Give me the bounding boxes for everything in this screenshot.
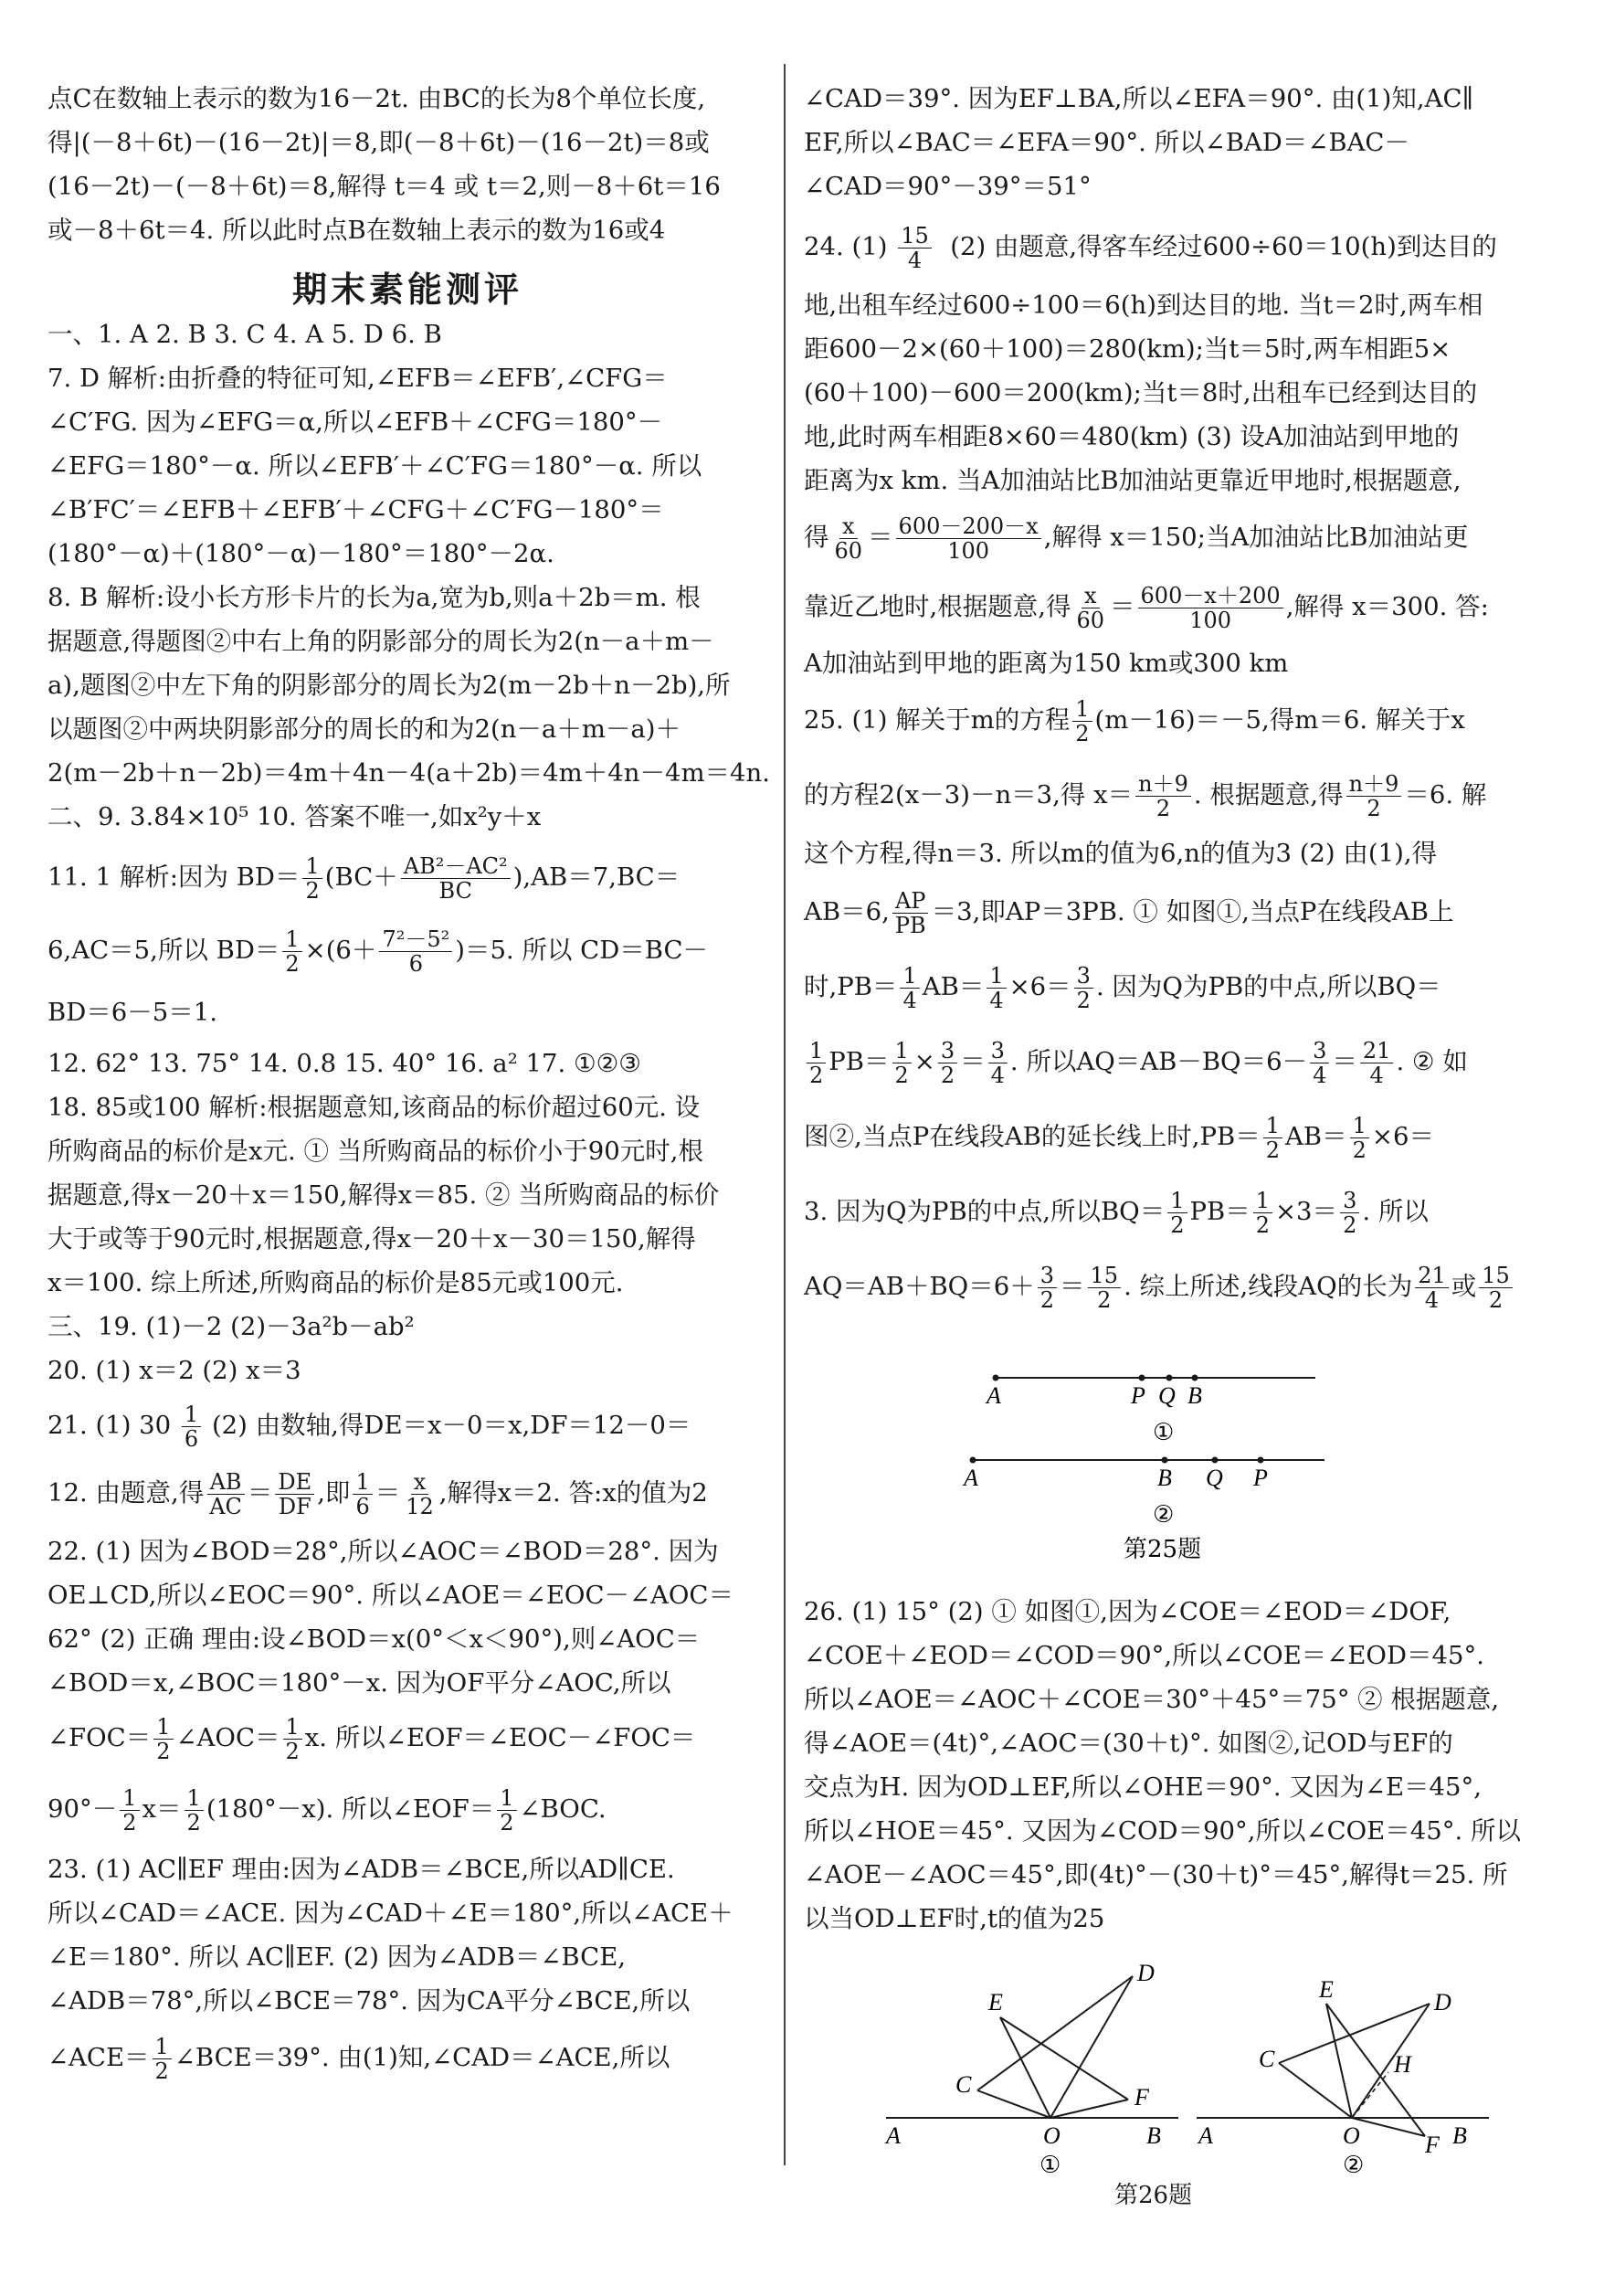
denominator: 2 xyxy=(1076,988,1091,1013)
numerator: n＋9 xyxy=(1346,772,1402,797)
figure-tag: ① xyxy=(1153,1419,1175,1446)
numerator: 1 xyxy=(283,1715,302,1740)
formula-line xyxy=(804,767,1553,822)
denominator: PB xyxy=(894,913,926,938)
formula-line xyxy=(804,219,1553,274)
numerator: 1 xyxy=(185,1786,204,1811)
text-run: 11. 1 解析:因为 BD＝ xyxy=(47,862,301,892)
denominator: 2 xyxy=(1039,1287,1055,1313)
text-line: 点C在数轴上表示的数为16－2t. 由BC的长为8个单位长度, xyxy=(47,84,706,113)
text-run: ＝6. 解 xyxy=(1404,780,1487,809)
fraction xyxy=(807,1039,826,1087)
numerator: 1 xyxy=(987,964,1006,989)
point-label: A xyxy=(1198,2122,1213,2149)
text-line: (60＋100)－600＝200(km);当t＝8时,出租车已经到达目的 xyxy=(804,378,1478,407)
fraction xyxy=(1038,1264,1057,1312)
fraction xyxy=(1135,772,1191,820)
fraction xyxy=(1253,1189,1272,1237)
fraction xyxy=(275,1470,314,1518)
text-run: 靠近乙地时,根据题意,得 xyxy=(804,592,1071,621)
denominator: 4 xyxy=(1313,1063,1327,1088)
figure-tag: ② xyxy=(1343,2152,1365,2179)
fraction xyxy=(403,1470,437,1518)
text-line: A加油站到甲地的距离为150 km或300 km xyxy=(804,649,1289,678)
ray-of xyxy=(1050,2100,1128,2118)
text-run: (2) 由题意,得客车经过600÷60＝10(h)到达目的 xyxy=(950,232,1497,261)
text-line: 据题意,得题图②中右上角的阴影部分的周长为2(n－a＋m－ xyxy=(47,627,714,656)
point-label: B xyxy=(1452,2122,1467,2149)
text-line: (180°－α)＋(180°－α)－180°＝180°－2α. xyxy=(47,539,554,568)
text-run: . 根据题意,得 xyxy=(1193,780,1344,809)
segment-oh xyxy=(1352,2072,1388,2118)
point-label: B xyxy=(1157,1465,1172,1491)
text-run: 时,PB＝ xyxy=(804,972,898,1001)
text-run: ＝ xyxy=(960,1047,986,1076)
numerator: 1 xyxy=(1167,1189,1187,1213)
ray-od xyxy=(1352,2004,1430,2118)
text-line: 得|(－8＋6t)－(16－2t)|＝8,即(－8＋6t)－(16－2t)＝8或 xyxy=(47,128,710,157)
text-line: 8. B 解析:设小长方形卡片的长为a,宽为b,则a＋2b＝m. 根 xyxy=(47,583,701,612)
fraction xyxy=(182,1402,201,1451)
fraction xyxy=(1479,1264,1513,1312)
fraction xyxy=(153,1715,173,1763)
point-label: A xyxy=(964,1465,978,1491)
text-line: ∠B′FC′＝∠EFB＋∠EFB′＋∠CFG＋∠C′FG－180°＝ xyxy=(47,495,664,524)
formula-line xyxy=(804,1034,1553,1089)
denominator: 100 xyxy=(947,538,990,564)
numerator: 1 xyxy=(1253,1189,1272,1213)
denominator: 6 xyxy=(408,951,423,977)
text-line: ∠BOD＝x,∠BOC＝180°－x. 因为OF平分∠AOC,所以 xyxy=(47,1668,671,1698)
text-line: x＝100. 综上所述,所购商品的标价是85元或100元. xyxy=(47,1268,624,1297)
text-run: 3. 因为Q为PB的中点,所以BQ＝ xyxy=(804,1197,1166,1226)
numerator: x xyxy=(411,1470,429,1495)
text-line: 7. D 解析:由折叠的特征可知,∠EFB＝∠EFB′,∠CFG＝ xyxy=(47,364,668,393)
text-line: ∠ADB＝78°,所以∠BCE＝78°. 因为CA平分∠BCE,所以 xyxy=(47,1986,691,2016)
formula-line xyxy=(47,850,767,905)
point-label: E xyxy=(988,1989,1003,2016)
point-label: E xyxy=(1319,1976,1334,2003)
text-line: 所购商品的标价是x元. ① 当所购商品的标价小于90元时,根 xyxy=(47,1137,703,1166)
figure-26-2 xyxy=(1197,1976,1489,2179)
text-line: ∠CAD＝90°－39°＝51° xyxy=(804,172,1092,201)
fraction xyxy=(153,2035,172,2083)
formula-line: 靠近乙地时,根据题意,得 $\frac{x}{60}$ ＝ $\frac{600-x+200}{100}$ ,解得 x＝300. 答: xyxy=(804,583,1489,633)
text-line: ∠EFG＝180°－α. 所以∠EFB′＋∠C′FG＝180°－α. 所以 xyxy=(47,451,702,481)
text-line: EF,所以∠BAC＝∠EFA＝90°. 所以∠BAD＝∠BAC－ xyxy=(804,128,1409,157)
text-line: ∠COE＋∠EOD＝∠COD＝90°,所以∠COE＝∠EOD＝45°. xyxy=(804,1641,1484,1670)
text-line: 26. (1) 15° (2) ① 如图①,因为∠COE＝∠EOD＝∠DOF, xyxy=(804,1597,1451,1626)
point-dot xyxy=(1166,1375,1173,1381)
text-line: 20. (1) x＝2 (2) x＝3 xyxy=(47,1356,301,1385)
text-line: 或－8＋6t＝4. 所以此时点B在数轴上表示的数为16或4 xyxy=(47,216,666,245)
point-dot xyxy=(993,1375,999,1381)
text-line: 62° (2) 正确 理由:设∠BOD＝x(0°＜x＜90°),则∠AOC＝ xyxy=(47,1624,701,1654)
denominator: DF xyxy=(278,1494,311,1519)
text-run: )＝5. 所以 CD＝BC－ xyxy=(455,936,709,965)
point-dot xyxy=(1192,1375,1198,1381)
fraction xyxy=(1167,1189,1187,1237)
text-line: 交点为H. 因为OD⊥EF,所以∠OHE＝90°. 又因为∠E＝45°, xyxy=(804,1772,1483,1802)
text-run: . 所以AQ＝AB－BQ＝6－ xyxy=(1009,1047,1308,1076)
text-line: 三、19. (1)－2 (2)－3a²b－ab² xyxy=(47,1312,415,1341)
numerator: 1 xyxy=(153,2035,172,2059)
numerator: 1 xyxy=(302,854,322,879)
figure-25 xyxy=(959,1360,1343,1570)
fraction xyxy=(892,889,929,937)
fraction xyxy=(283,1715,302,1763)
denominator: 4 xyxy=(907,248,923,273)
denominator: 4 xyxy=(990,1063,1005,1088)
fraction xyxy=(353,1470,372,1518)
fraction xyxy=(1310,1039,1329,1087)
formula-line xyxy=(47,923,767,978)
numerator: x xyxy=(1082,584,1100,608)
fraction xyxy=(282,927,301,976)
point-label: H xyxy=(1394,2051,1411,2078)
ray-od xyxy=(1050,1976,1133,2118)
formula-line xyxy=(804,1109,1553,1164)
text-run: ∠FOC＝ xyxy=(47,1723,152,1752)
denominator: 2 xyxy=(122,1810,137,1836)
fraction xyxy=(896,514,1041,563)
text-run: ∠BOC. xyxy=(519,1794,607,1824)
fraction xyxy=(892,1039,912,1087)
denominator: AC xyxy=(209,1494,242,1519)
numerator: DE xyxy=(275,1470,314,1495)
text-run: . ② 如 xyxy=(1396,1047,1468,1076)
text-line: 所以∠HOE＝45°. 又因为∠COD＝90°,所以∠COE＝45°. 所以 xyxy=(804,1816,1521,1846)
text-run: PB＝ xyxy=(1189,1197,1250,1226)
fraction xyxy=(987,964,1006,1012)
numerator: 1 xyxy=(153,1715,173,1740)
denominator: 2 xyxy=(285,951,300,977)
fraction xyxy=(900,964,919,1012)
point-dot xyxy=(1162,1457,1168,1464)
formula-line: 得 $\frac{x}{60}$ ＝ $\frac{600-200-x}{100}$ ,解得 x＝150;当A加油站比B加油站更 xyxy=(804,513,1469,564)
text-line: (16－2t)－(－8＋6t)＝8,解得 t＝4 或 t＝2,则－8＋6t＝16 xyxy=(47,172,721,201)
point-label: D xyxy=(1434,1989,1451,2016)
text-line: 以题图②中两块阴影部分的周长的和为2(n－a＋m－a)＋ xyxy=(47,714,681,744)
point-label: P xyxy=(1131,1382,1145,1409)
text-run: × xyxy=(913,1047,935,1076)
point-label: F xyxy=(1425,2132,1440,2158)
denominator: 60 xyxy=(1076,608,1105,633)
text-run: 的方程2(x－3)－n＝3,得 x＝ xyxy=(804,780,1134,809)
fraction xyxy=(1073,584,1107,632)
figure-caption: 第25题 xyxy=(1124,1536,1202,1563)
formula-line xyxy=(47,1782,767,1836)
point-label: B xyxy=(1146,2122,1161,2149)
text-line: 一、1. A 2. B 3. C 4. A 5. D 6. B xyxy=(47,320,442,349)
numerator: 15 xyxy=(1479,1264,1513,1288)
denominator: BC xyxy=(438,878,472,904)
formula-line xyxy=(804,1184,1553,1239)
fraction xyxy=(401,854,511,903)
fraction xyxy=(379,927,452,976)
text-run: . 因为Q为PB的中点,所以BQ＝ xyxy=(1095,972,1441,1001)
text-line: ∠E＝180°. 所以 AC∥EF. (2) 因为∠ADB＝∠BCE, xyxy=(47,1942,627,1972)
text-run: 6,AC＝5,所以 BD＝ xyxy=(47,936,280,965)
numerator: 600－x＋200 xyxy=(1138,584,1283,608)
denominator: 2 xyxy=(1255,1212,1271,1238)
denominator: 2 xyxy=(305,878,320,904)
numerator: 1 xyxy=(1072,697,1092,722)
fraction xyxy=(1346,772,1402,820)
text-line: a),题图②中左下角的阴影部分的周长为2(m－2b＋n－2b),所 xyxy=(47,671,731,700)
point-dot xyxy=(1139,1375,1145,1381)
fraction xyxy=(1074,964,1093,1012)
formula-line xyxy=(47,1398,767,1453)
text-run: ＝3,即AP＝3PB. ① 如图①,当点P在线段AB上 xyxy=(931,897,1454,926)
text-line: 所以∠CAD＝∠ACE. 因为∠CAD＋∠E＝180°,所以∠ACE＋ xyxy=(47,1899,733,1928)
text-line: 2(m－2b＋n－2b)＝4m＋4n－4(a＋2b)＝4m＋4n－4m＝4n. xyxy=(47,758,770,788)
numerator: 3 xyxy=(1340,1189,1359,1213)
numerator: 3 xyxy=(988,1039,1008,1063)
denominator: 2 xyxy=(1170,1212,1185,1238)
numerator: 1 xyxy=(282,927,301,952)
fraction xyxy=(1350,1114,1369,1162)
denominator: 4 xyxy=(1369,1063,1384,1088)
denominator: 4 xyxy=(989,988,1004,1013)
text-line: 12. 62° 13. 75° 14. 0.8 15. 40° 16. a² 17. ①②③ xyxy=(47,1049,641,1078)
denominator: 2 xyxy=(1075,721,1090,746)
text-run: AB＝ xyxy=(922,972,985,1001)
text-run: ×(6＋ xyxy=(304,936,377,965)
point-label: D xyxy=(1137,1960,1155,1986)
text-line: 据题意,得x－20＋x＝150,解得x＝85. ② 当所购商品的标价 xyxy=(47,1180,720,1210)
denominator: 6 xyxy=(184,1426,199,1452)
fraction xyxy=(1138,584,1283,632)
numerator: 1 xyxy=(120,1786,139,1811)
text-line: 距600－2×(60＋100)＝280(km);当t＝5时,两车相距5× xyxy=(804,334,1451,364)
fraction xyxy=(1415,1264,1449,1312)
denominator: 2 xyxy=(156,1739,171,1764)
numerator: x xyxy=(839,514,858,539)
fraction xyxy=(988,1039,1008,1087)
numerator: 21 xyxy=(1360,1039,1394,1063)
fraction xyxy=(497,1786,516,1835)
denominator: 2 xyxy=(894,1063,909,1088)
point-label: A xyxy=(987,1382,1001,1409)
text-run: (BC＋ xyxy=(324,862,398,892)
denominator: 2 xyxy=(1097,1287,1112,1313)
formula-line xyxy=(47,1710,767,1765)
denominator: 2 xyxy=(1343,1212,1357,1238)
text-line: 二、9. 3.84×10⁵ 10. 答案不唯一,如x²y＋x xyxy=(47,802,542,831)
text-line: 地,此时两车相距8×60＝480(km) (3) 设A加油站到甲地的 xyxy=(804,422,1460,451)
text-line: ∠AOE－∠AOC＝45°,即(4t)°－(30＋t)°＝45°,解得t＝25. 所 xyxy=(804,1860,1508,1889)
denominator: 60 xyxy=(834,538,863,564)
point-label: O xyxy=(1043,2122,1061,2149)
text-line: 18. 85或100 解析:根据题意知,该商品的标价超过60元. 设 xyxy=(47,1093,701,1122)
text-line: 23. (1) AC∥EF 理由:因为∠ADB＝∠BCE,所以AD∥CE. xyxy=(47,1855,675,1884)
text-run: AQ＝AB＋BQ＝6＋ xyxy=(804,1272,1035,1301)
numerator: 3 xyxy=(1074,964,1093,989)
numerator: 15 xyxy=(898,224,932,249)
point-label: B xyxy=(1187,1382,1202,1409)
text-run: PB＝ xyxy=(828,1047,890,1076)
text-run: ×6＝ xyxy=(1008,972,1071,1001)
figure-tag: ① xyxy=(1039,2152,1061,2179)
text-run: ＝ xyxy=(1060,1272,1085,1301)
denominator: 100 xyxy=(1189,608,1232,633)
formula-line xyxy=(804,884,1553,939)
denominator: 2 xyxy=(809,1063,824,1088)
text-line: 地,出租车经过600÷100＝6(h)到达目的地. 当t＝2时,两车相 xyxy=(804,291,1483,320)
text-line: BD＝6－5＝1. xyxy=(47,998,217,1027)
text-run: x. 所以∠EOF＝∠EOC－∠FOC＝ xyxy=(304,1723,696,1752)
numerator: 1 xyxy=(353,1470,372,1495)
text-run: ×6＝ xyxy=(1371,1122,1434,1151)
text-run: ),AB＝7,BC＝ xyxy=(512,862,681,892)
denominator: 2 xyxy=(1156,796,1171,821)
text-run: 24. (1) xyxy=(804,232,888,261)
text-run: 或 xyxy=(1451,1272,1477,1301)
point-label: C xyxy=(1259,2046,1275,2072)
denominator: 2 xyxy=(285,1739,300,1764)
text-run: 25. (1) 解关于m的方程 xyxy=(804,705,1071,735)
section-title: 期末素能测评 xyxy=(291,269,522,310)
numerator: n＋9 xyxy=(1135,772,1191,797)
text-run: . 所以 xyxy=(1362,1197,1429,1226)
point-dot xyxy=(970,1457,976,1464)
numerator: AB²－AC² xyxy=(401,854,511,879)
fraction xyxy=(185,1786,204,1835)
fraction xyxy=(1072,697,1092,746)
numerator: 1 xyxy=(807,1039,826,1063)
text-line: 22. (1) 因为∠BOD＝28°,所以∠AOC＝∠BOD＝28°. 因为 xyxy=(47,1537,719,1566)
point-label: C xyxy=(955,2071,972,2098)
fraction xyxy=(1088,1264,1122,1312)
figure-caption: 第26题 xyxy=(1114,2182,1193,2209)
text-run: (180°－x). 所以∠EOF＝ xyxy=(206,1794,495,1824)
text-run: (2) 由数轴,得DE＝x－0＝x,DF＝12－0＝ xyxy=(211,1411,691,1440)
formula-line: 12. 由题意,得 $\frac{AB}{AC}$ ＝ $\frac{DE}{DF}$ ,即 $\frac{1}{6}$ ＝ $\frac{x}{12}$ ,解得x＝2. 答:x的值为2 xyxy=(47,1469,708,1519)
fraction xyxy=(1360,1039,1394,1087)
numerator: 1 xyxy=(182,1402,201,1427)
numerator: 1 xyxy=(1263,1114,1282,1138)
numerator: 1 xyxy=(892,1039,912,1063)
text-line: ∠CAD＝39°. 因为EF⊥BA,所以∠EFA＝90°. 由(1)知,AC∥ xyxy=(804,84,1474,113)
numerator: 3 xyxy=(1310,1039,1329,1063)
text-line: ∠C′FG. 因为∠EFG＝α,所以∠EFB＋∠CFG＝180°－ xyxy=(47,407,663,437)
numerator: 1 xyxy=(1350,1114,1369,1138)
fraction xyxy=(1340,1189,1359,1237)
text-line: 所以∠AOE＝∠AOC＋∠COE＝30°＋45°＝75° ② 根据题意, xyxy=(804,1685,1500,1714)
numerator: 1 xyxy=(497,1786,516,1811)
numerator: 1 xyxy=(900,964,919,989)
numerator: 15 xyxy=(1088,1264,1122,1288)
denominator: 4 xyxy=(902,988,917,1013)
text-run: ∠ACE＝ xyxy=(47,2043,150,2072)
formula-line xyxy=(804,693,1553,747)
text-run: ,解得x＝2. 答:x的值为2 xyxy=(438,1478,708,1508)
fraction xyxy=(120,1786,139,1835)
numerator: AP xyxy=(892,889,928,914)
denominator: 2 xyxy=(500,1810,514,1836)
fraction xyxy=(1263,1114,1282,1162)
formula-line xyxy=(804,959,1553,1014)
text-line: 大于或等于90元时,根据题意,得x－20＋x－30＝150,解得 xyxy=(47,1224,696,1254)
formula-line xyxy=(47,2030,767,2085)
numerator: AB xyxy=(207,1470,245,1495)
numerator: 600－200－x xyxy=(896,514,1041,539)
text-run: ,解得 x＝150;当A加油站比B加油站更 xyxy=(1043,523,1469,552)
text-line: 这个方程,得n＝3. 所以m的值为6,n的值为3 (2) 由(1),得 xyxy=(804,839,1438,868)
text-run: 得 xyxy=(804,523,829,552)
text-line: 得∠AOE＝(4t)°,∠AOC＝(30＋t)°. 如图②,记OD与EF的 xyxy=(804,1729,1453,1758)
figure-26-1 xyxy=(884,1960,1178,2179)
text-line: 以当OD⊥EF时,t的值为25 xyxy=(804,1904,1105,1933)
text-run: ,解得 x＝300. 答: xyxy=(1285,592,1489,621)
denominator: 4 xyxy=(1424,1287,1440,1313)
fraction xyxy=(206,1470,245,1518)
fraction xyxy=(832,514,866,563)
numerator: 3 xyxy=(1038,1264,1057,1288)
figure-tag: ② xyxy=(1153,1501,1175,1529)
formula-line xyxy=(804,1259,1553,1314)
numerator: 7²－5² xyxy=(379,927,452,952)
point-dot xyxy=(1212,1457,1219,1464)
fraction xyxy=(302,854,322,903)
point-label: F xyxy=(1134,2084,1149,2111)
text-run: ＝ xyxy=(1332,1047,1357,1076)
text-run: ∠AOC＝ xyxy=(175,1723,280,1752)
denominator: 2 xyxy=(1367,796,1381,821)
text-run: 21. (1) 30 xyxy=(47,1411,172,1440)
text-line: OE⊥CD,所以∠EOC＝90°. 所以∠AOE＝∠EOC－∠AOC＝ xyxy=(47,1581,733,1610)
point-label: P xyxy=(1253,1465,1268,1491)
denominator: 2 xyxy=(1265,1137,1281,1163)
point-label: Q xyxy=(1158,1382,1176,1409)
point-label: O xyxy=(1343,2122,1360,2149)
fraction xyxy=(938,1039,957,1087)
numerator: 3 xyxy=(938,1039,957,1063)
text-run: . 综上所述,线段AQ的长为 xyxy=(1124,1272,1413,1301)
denominator: 2 xyxy=(1488,1287,1504,1313)
text-run: 90°－ xyxy=(47,1794,118,1824)
text-run: 图②,当点P在线段AB的延长线上时,PB＝ xyxy=(804,1122,1261,1151)
column-divider xyxy=(784,64,786,2165)
denominator: 2 xyxy=(940,1063,955,1088)
text-run: x＝ xyxy=(142,1794,182,1824)
denominator: 2 xyxy=(154,2058,169,2084)
text-run: 12. 由题意,得 xyxy=(47,1478,205,1508)
point-label: Q xyxy=(1206,1465,1223,1491)
text-run: ∠BCE＝39°. 由(1)知,∠CAD＝∠ACE,所以 xyxy=(174,2043,670,2072)
text-run: AB＝6, xyxy=(804,897,890,926)
text-run: ,即 xyxy=(317,1478,351,1508)
denominator: 12 xyxy=(406,1494,434,1519)
fraction xyxy=(898,224,932,272)
point-dot xyxy=(1258,1457,1264,1464)
denominator: 2 xyxy=(186,1810,201,1836)
figure-26 xyxy=(877,1953,1498,2182)
point-label: A xyxy=(886,2122,901,2149)
text-run: ×3＝ xyxy=(1275,1197,1338,1226)
denominator: 6 xyxy=(355,1494,370,1519)
denominator: 2 xyxy=(1352,1137,1367,1163)
numerator: 21 xyxy=(1415,1264,1449,1288)
text-run: AB＝ xyxy=(1285,1122,1347,1151)
text-run: (m－16)＝－5,得m＝6. 解关于x xyxy=(1094,705,1465,735)
text-line: 距离为x km. 当A加油站比B加油站更靠近甲地时,根据题意, xyxy=(804,466,1462,495)
